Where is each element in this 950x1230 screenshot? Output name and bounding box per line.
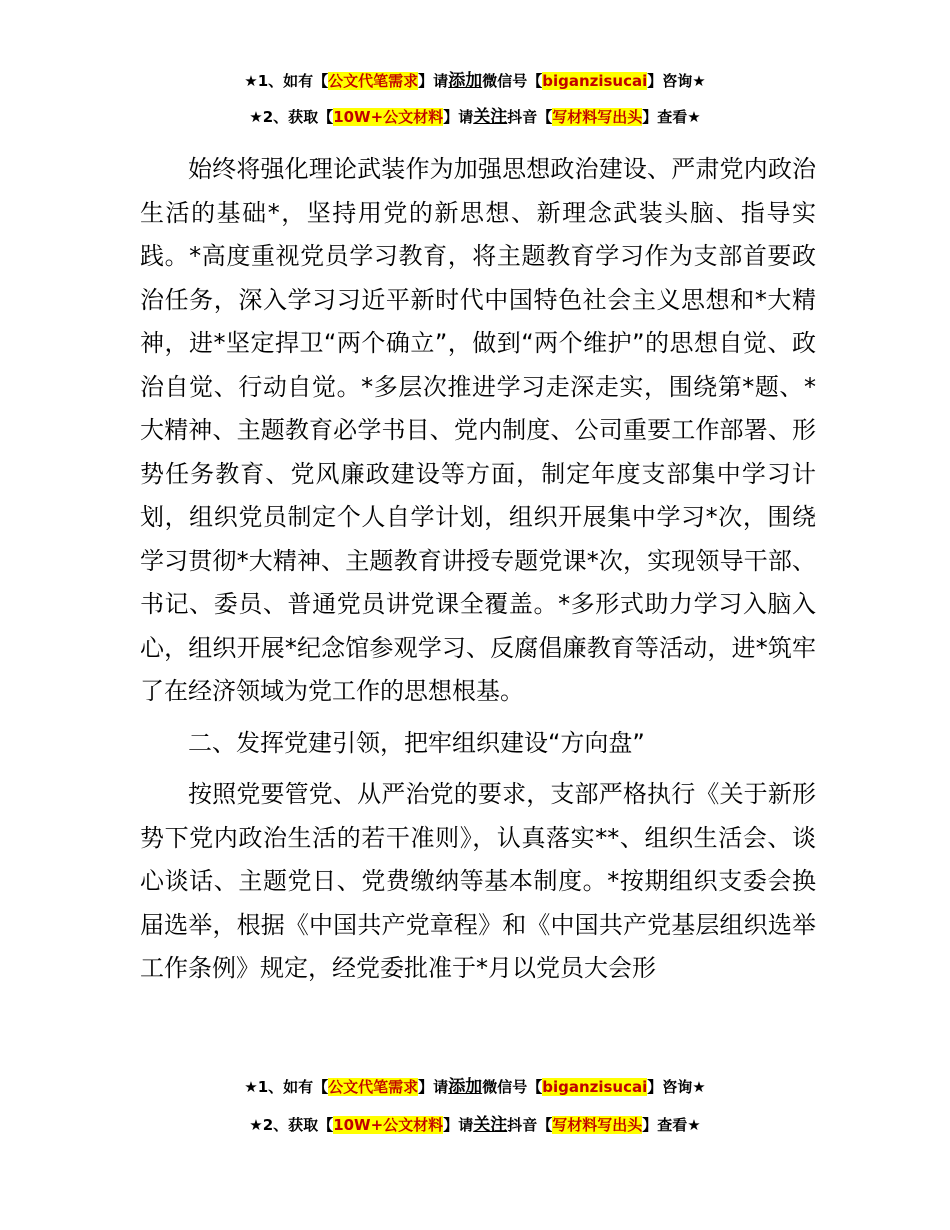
star-icon: ★ <box>249 1116 263 1134</box>
header-promo-line-1: ★1、如有【公文代笔需求】请添加微信号【biganzisucai】咨询★ <box>244 71 706 91</box>
douyin-id-highlight: 写材料写出头 <box>552 108 643 126</box>
star-icon: ★ <box>249 108 263 126</box>
star-icon: ★ <box>244 72 258 90</box>
footer-promo-line-1: ★1、如有【公文代笔需求】请添加微信号【biganzisucai】咨询★ <box>244 1077 706 1097</box>
header-promo-line-2: ★2、获取【10W+公文材料】请关注抖音【写材料写出头】查看★ <box>249 107 701 127</box>
promo-underline: 关注 <box>473 107 508 127</box>
star-icon: ★ <box>687 1116 701 1134</box>
wechat-id-highlight: biganzisucai <box>542 1078 648 1096</box>
star-icon: ★ <box>692 1078 706 1096</box>
promo-underline: 添加 <box>448 71 483 91</box>
douyin-id-highlight: 写材料写出头 <box>552 1116 643 1134</box>
promo-highlight: 公文代笔需求 <box>328 1078 419 1096</box>
star-icon: ★ <box>692 72 706 90</box>
footer-promo-line-2: ★2、获取【10W+公文材料】请关注抖音【写材料写出头】查看★ <box>249 1115 701 1135</box>
body-paragraph-1: 始终将强化理论武装作为加强思想政治建设、严肃党内政治生活的基础*，坚持用党的新思想、新理念武装头脑、指导实践。*高度重视党员学习教育，将主题教育学习作为支部首要政治任务，深入学习习近平新时代中国特色社会主义思想和*大精神，进*坚定捍卫“两个确立”，做到“两个维护”的思想自觉、政治自觉、行动自觉。*多层次推进学习走深走实，围绕第*题、*大精神、主题教育必学书目、党内制度、公司重要工作部署、形势任务教育、党风廉政建设等方面，制定年度支部集中学习计划，组织党员制定个人自学计划，组织开展集中学习*次，围绕学习贯彻*大精神、主题教育讲授专题党课*次，实现领导干部、书记、委员、普通党员讲党课全覆盖。*多形式助力学习入脑入心，组织开展*纪念馆参观学习、反腐倡廉教育等活动，进*筑牢了在经济领域为党工作的思想根基。 <box>140 155 816 705</box>
body-paragraph-2: 按照党要管党、从严治党的要求，支部严格执行《关于新形势下党内政治生活的若干准则》，认真落实**、组织生活会、谈心谈话、主题党日、党费缴纳等基本制度。*按期组织支委会换届选举，根据《中国共产党章程》和《中国共产党基层组织选举工作条例》规定，经党委批准于*月以党员大会形 <box>140 780 816 982</box>
promo-highlight: 10W+公文材料 <box>333 1116 444 1134</box>
document-body <box>140 148 816 991</box>
section-heading-2: 二、发挥党建引领，把牢组织建设“方向盘” <box>188 728 645 757</box>
wechat-id-highlight: biganzisucai <box>542 72 648 90</box>
star-icon: ★ <box>244 1078 258 1096</box>
promo-underline: 添加 <box>448 1077 483 1097</box>
promo-highlight: 公文代笔需求 <box>328 72 419 90</box>
promo-highlight: 10W+公文材料 <box>333 108 444 126</box>
star-icon: ★ <box>687 108 701 126</box>
promo-underline: 关注 <box>473 1115 508 1135</box>
